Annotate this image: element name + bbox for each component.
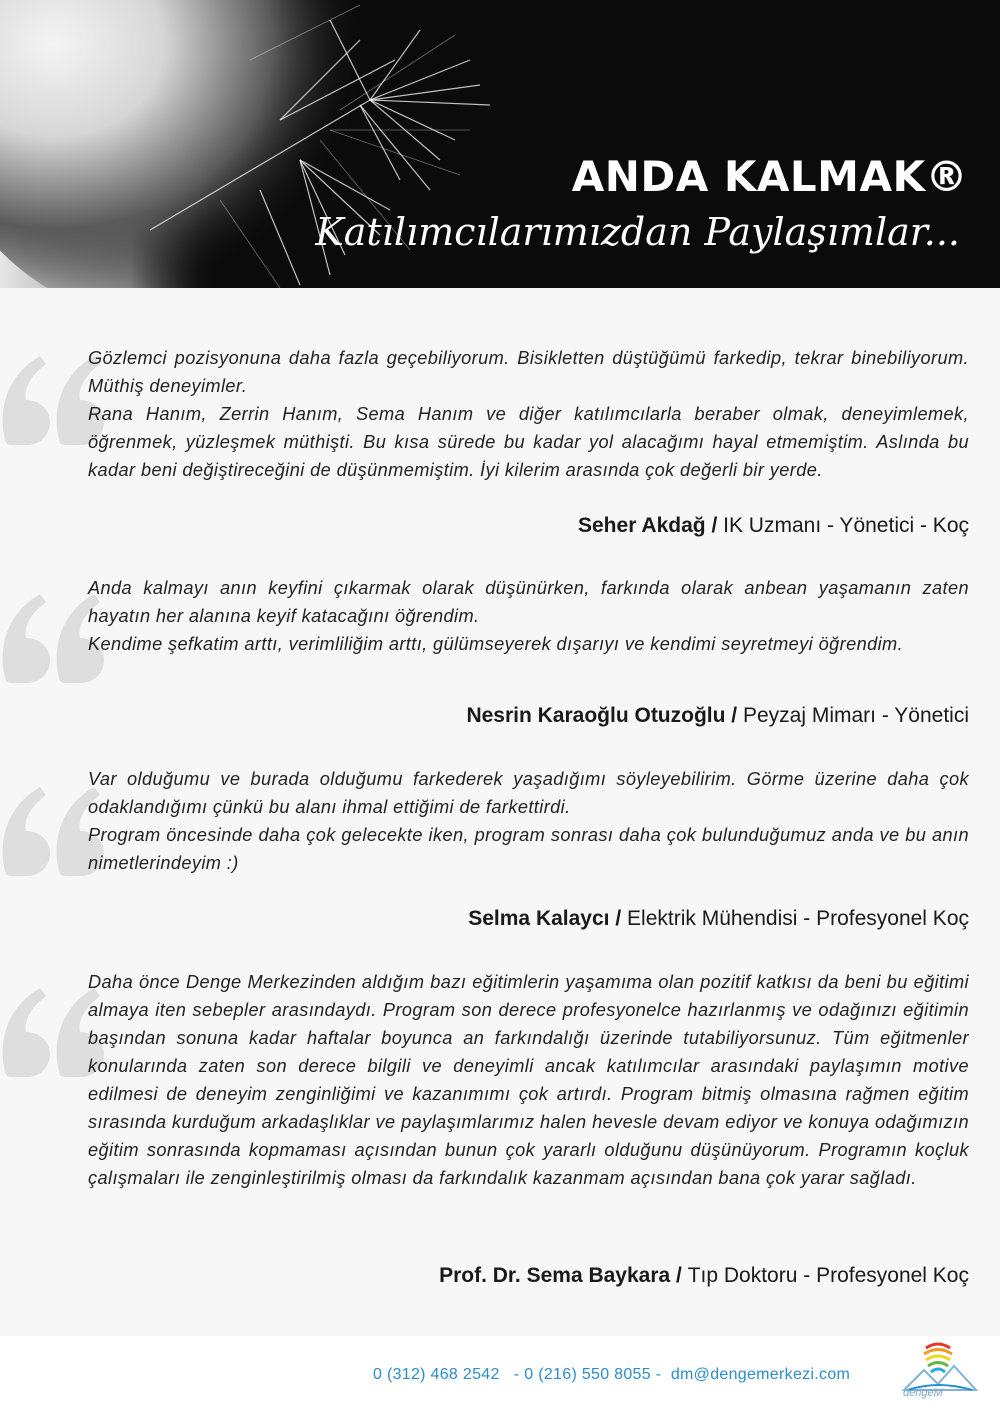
author-role: Tıp Doktoru - Profesyonel Koç	[687, 1264, 969, 1287]
testimonial-paragraph: Program öncesinde daha çok gelecekte iken, program sonrası daha çok bulunduğumuz anda ve bu anın nimetlerindeyim :)	[88, 825, 969, 873]
page-title: ANDA KALMAK®	[571, 152, 968, 201]
testimonial-paragraph: Gözlemci pozisyonuna daha fazla geçebiliyorum. Bisikletten düştüğümü farkedip, tekrar binebiliyorum. Müthiş deneyimler.	[88, 348, 969, 396]
footer	[0, 1336, 1000, 1414]
author-role: IK Uzmanı - Yönetici - Koç	[723, 514, 969, 537]
author-name: Nesrin Karaoğlu Otuzoğlu	[466, 704, 726, 727]
testimonial-text	[88, 574, 969, 658]
testimonial-author	[578, 514, 969, 538]
author-name: Selma Kalaycı	[468, 907, 610, 930]
author-separator: /	[609, 907, 628, 930]
testimonial-text	[88, 968, 969, 1192]
author-name: Prof. Dr. Sema Baykara	[439, 1264, 671, 1287]
header-banner	[0, 0, 1000, 288]
author-separator: /	[725, 704, 743, 727]
author-separator: /	[705, 514, 724, 537]
testimonial-paragraph: Rana Hanım, Zerrin Hanım, Sema Hanım ve diğer katılımcılarla beraber olmak, deneyimlemek, öğrenmek, yüzleşmek müthişti. Bu kısa sürede bu kadar yol alacağımı hayal etmemiştim. Aslında bu kadar beni değiştireceğini de düşünmemiştim. İyi kilerim arasında çok değerli bir yerde.	[88, 404, 969, 480]
testimonial-paragraph: Anda kalmayı anın keyfini çıkarmak olarak düşünürken, farkında olarak anbean yaşamanın zaten hayatın her alanına keyif katacağını öğrendim.	[88, 578, 969, 626]
testimonial-text	[88, 344, 969, 484]
author-role: Peyzaj Mimarı - Yönetici	[742, 704, 969, 727]
logo-text: dengeM	[903, 1387, 943, 1399]
testimonial-author	[468, 907, 969, 931]
testimonial-author	[439, 1264, 969, 1288]
testimonial-author	[466, 704, 969, 728]
testimonial-paragraph: Kendime şefkatim arttı, verimliliğim arttı, gülümseyerek dışarıyı ve kendimi seyretmeyi öğrendim.	[88, 634, 904, 654]
contact-info[interactable]: 0 (312) 468 2542 - 0 (216) 550 8055 - dm@dengemerkezi.com	[373, 1366, 851, 1383]
page-subtitle: Katılımcılarımızdan Paylaşımlar...	[315, 210, 960, 254]
author-name: Seher Akdağ	[578, 514, 706, 537]
author-role: Elektrik Mühendisi - Profesyonel Koç	[627, 907, 969, 930]
testimonial-text	[88, 765, 969, 877]
testimonial-paragraph: Var olduğumu ve burada olduğumu farkederek yaşadığımı söyleyebilirim. Görme üzerine daha çok odaklandığımı çünkü bu alanı ihmal ettiğimi de farkettirdi.	[88, 769, 969, 817]
author-separator: /	[670, 1264, 688, 1287]
testimonial-paragraph: Daha önce Denge Merkezinden aldığım bazı eğitimlerin yaşamıma olan pozitif katkısı da beni bu eğitimi almaya iten sebepler arasındaydı. Program son derece profesyonelce hazırlanmış ve odağınızı eğitimin başından sonuna kadar haftalar boyunca an farkındalığı üzerinde tutabiliyorsunuz. Tüm eğitmenler konularında zaten son derece bilgili ve deneyimli ancak katılımcılar arasındaki paylaşımın motive edilmesi de deneyim zenginliğimi ve kazanımımı çok artırdı. Program bitmiş olmasına rağmen eğitim sırasında kurduğum arkadaşlıklar ve paylaşımlarımız halen hevesle devam ediyor ve konuya odağımızın eğitim sonrasında kopmaması açısından bunun çok yararlı olduğunu düşünüyorum. Programın koçluk çalışmaları ile zenginleştirilmiş olması da farkındalık kazanmam açısından bana çok yarar sağladı.	[88, 972, 969, 1188]
